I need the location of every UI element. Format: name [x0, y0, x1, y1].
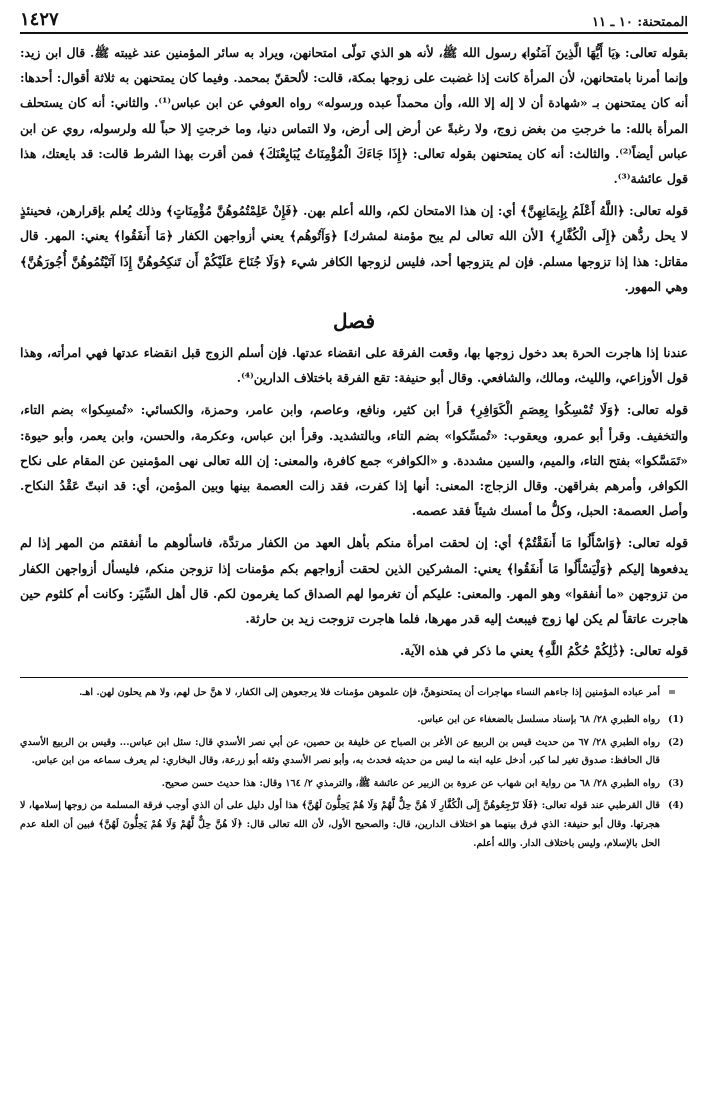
- footnotes: [20, 684, 688, 853]
- footnote-continued: = أمر عباده المؤمنين إذا جاءهم النساء مهاجرات أن يمتحنوهنَّ، فإن علموهن مؤمنات فلا يرجعوهن إلى الكفار، لا هنَّ حل لهم، ولا هم يحلون لهن. اهـ.: [79, 687, 677, 699]
- paragraph-2: قوله تعالى: ﴿اللَّهُ أَعْلَمُ بِإِيمَانِهِنَّ﴾ أي: إن هذا الامتحان لكم، والله أعلم بهن. ﴿فَإِنْ عَلِمْتُمُوهُنَّ مُؤْمِنَاتٍ﴾ وذلك يُعلم بإقرارهن، فحينئذٍ لا يحل ردُّهن ﴿إِلَى الْكُفَّارِ﴾ [لأن الله تعالى لم يبح مؤمنة لمشرك] ﴿وَآتُوهُم﴾ يعني أزواجهن الكفار ﴿مَا أَنفَقُوا﴾ يعني: المهر. قال مقاتل: هذا إذا تزوجها مسلم. فإن لم يتزوجها أحد، فليس لزوجها الكافر شيء ﴿وَلَا جُنَاحَ عَلَيْكُمْ أَن تَنكِحُوهُنَّ إِذَا آتَيْتُمُوهُنَّ أُجُورَهُنَّ﴾ وهي المهور.: [20, 203, 688, 294]
- paragraph-6: قوله تعالى: ﴿ذَٰلِكُمْ حُكْمُ اللَّهِ﴾ يعني ما ذكر في هذه الآية.: [399, 643, 688, 659]
- page-number: ١٤٢٧: [20, 9, 59, 30]
- footnote-1: (1) رواه الطبري ٢٨/ ٦٨ بإسناد مسلسل بالضعفاء عن ابن عباس.: [417, 714, 684, 726]
- paragraph-4: قوله تعالى: ﴿وَلَا تُمْسِكُوا بِعِصَمِ الْكَوَافِرِ﴾ قرأ ابن كثير، ونافع، وعاصم، وابن عامر، وحمزة، والكسائي: «تُمسِكوا» بضم التاء، والتخفيف. وقرأ أبو عمرو، ويعقوب: «تُمسِّكوا» بضم التاء، وبالتشديد. وقرأ ابن عباس، وعكرمة، والحسن، وابن يعمر، وأبو حيوة: «تَمَسَّكوا» بفتح التاء، والميم، والسين مشددة. و «الكوافر» جمع كافرة، والمعنى: إن الله تعالى نهى المؤمنين عن المقام على نكاح الكوافر، وأمرهم بفراقهن. وقال الزجاج: المعنى: أنها إذا كفرت، فقد زالت العصمة بينها وبين المؤمن، أي: قد انبتّ عَقْدُ النكاح. وأصل العصمة: الحبل، وكلُّ ما أمسك شيئاً فقد عصمه.: [20, 402, 688, 519]
- paragraph-1: بقوله تعالى: ﴿يَا أَيُّهَا الَّذِينَ آمَنُوا﴾ رسول الله ﷺ، لأنه هو الذي تولّى امتحانهن، ويراد به سائر المؤمنين عند غيبته ﷺ. قال ابن زيد: وإنما أمرنا بامتحانهن، لأن المرأة كانت إذا غضبت على زوجها بمكة، قالت: لألحقنّ بمحمد. وفيما كان يمتحنهن به ثلاثة أقوال: أحدها: أنه كان يمتحنهن بـ «شهادة أن لا إله إلا الله، وأن محمداً عبده ورسوله» رواه العوفي عن ابن عباس⁽¹⁾. والثاني: أنه كان يستحلف المرأة بالله: ما خرجتِ من بغض زوج، ولا رغبةً عن أرض إلى أرض، ولا التماس دنيا، وما خرجتِ إلا حباً لله ولرسوله، روي عن ابن عباس أيضاً⁽²⁾. والثالث: أنه كان يمتحنهن بقوله تعالى: ﴿إِذَا جَاءَكَ الْمُؤْمِنَاتُ يُبَايِعْنَكَ﴾ فمن أقرت بهذا الشرط قالت: قد بايعتك، هذا قول عائشة⁽³⁾.: [20, 45, 689, 187]
- footnote-3: (3) رواه الطبري ٢٨/ ٦٨ من رواية ابن شهاب عن عروة بن الزبير عن عائشة ﷺ، والترمذي ٢/ ١٦٤ وقال: هذا حديث حسن صحيح.: [161, 777, 684, 789]
- footnote-2: (2) رواه الطبري ٢٨/ ٦٧ من حديث قيس بن الربيع عن الأغر بن الصباح عن خليفة بن حصين، عن أبي نصر الأسدي قال: سئل ابن عباس... وقيس بن الربيع الأسدي قال الحافظ: صدوق تغير لما كبر، أدخل عليه ابنه ما ليس من حديثه فحدث به، وأبو نصر الأسدي وثقه أبو زرعة، وقال البخاري: لم يعرف سماعه من ابن عباس.: [20, 736, 684, 767]
- page-header: [20, 8, 688, 34]
- footnote-4: (4) قال القرطبي عند قوله تعالى: ﴿فَلَا تَرْجِعُوهُنَّ إِلَى الْكُفَّارِ لَا هُنَّ حِلٌّ لَّهُمْ وَلَا هُمْ يَحِلُّونَ لَهُنَّ﴾ هذا أول دليل على أن الذي أوجب فرقة المسلمة من زوجها إسلامها، لا هجرتها. وقال أبو حنيفة: الذي فرق بينهما هو اختلاف الدارين، قال: والصحيح الأول، لأن الله تعالى قال: ﴿لَا هُنَّ حِلٌّ لَّهُمْ وَلَا هُمْ يَحِلُّونَ لَهُنَّ﴾ فبين أن العلة عدم الحل بالإسلام، وليس باختلاف الدار. والله أعلم.: [20, 800, 684, 849]
- paragraph-5: قوله تعالى: ﴿وَاسْأَلُوا مَا أَنفَقْتُمْ﴾ أي: إن لحقت امرأة منكم بأهل العهد من الكفار مرتدَّة، فاسألوهم ما أنفقتم من المهر إذا لم يدفعوها إليكم ﴿وَلْيَسْأَلُوا مَا أَنفَقُوا﴾ يعني: المشركين الذين لحقت أزواجهم بكم مؤمنات إذا تزوجن منكم، فليسأل أزواجهن الكفار من تزوجهن «ما أنفقوا» وهو المهر. والمعنى: عليكم أن تغرموا لهم الصداق كما يغرمون لكم. قال أهل السِّيَر: وكانت أم كلثوم حين هاجرت عاتقاً لم يكن لها زوج فيبعث إليه قدر مهرها، فلما هاجرت تزوجت زيد بن حارثة.: [20, 535, 688, 627]
- surah-title: الممتحنة: ١٠ ـ ١١: [592, 15, 688, 30]
- paragraph-3: عندنا إذا هاجرت الحرة بعد دخول زوجها بها، وقعت الفرقة على انقضاء عدتها. فإن أسلم الزوج قبل انقضاء عدتها فهي امرأته، وهذا قول الأوزاعي، والليث، ومالك، والشافعي. وقال أبو حنيفة: تقع الفرقة باختلاف الدارين⁽⁴⁾.: [20, 345, 688, 386]
- main-text: [20, 40, 688, 663]
- footnote-divider: [20, 677, 688, 678]
- section-title: فصل: [332, 309, 376, 334]
